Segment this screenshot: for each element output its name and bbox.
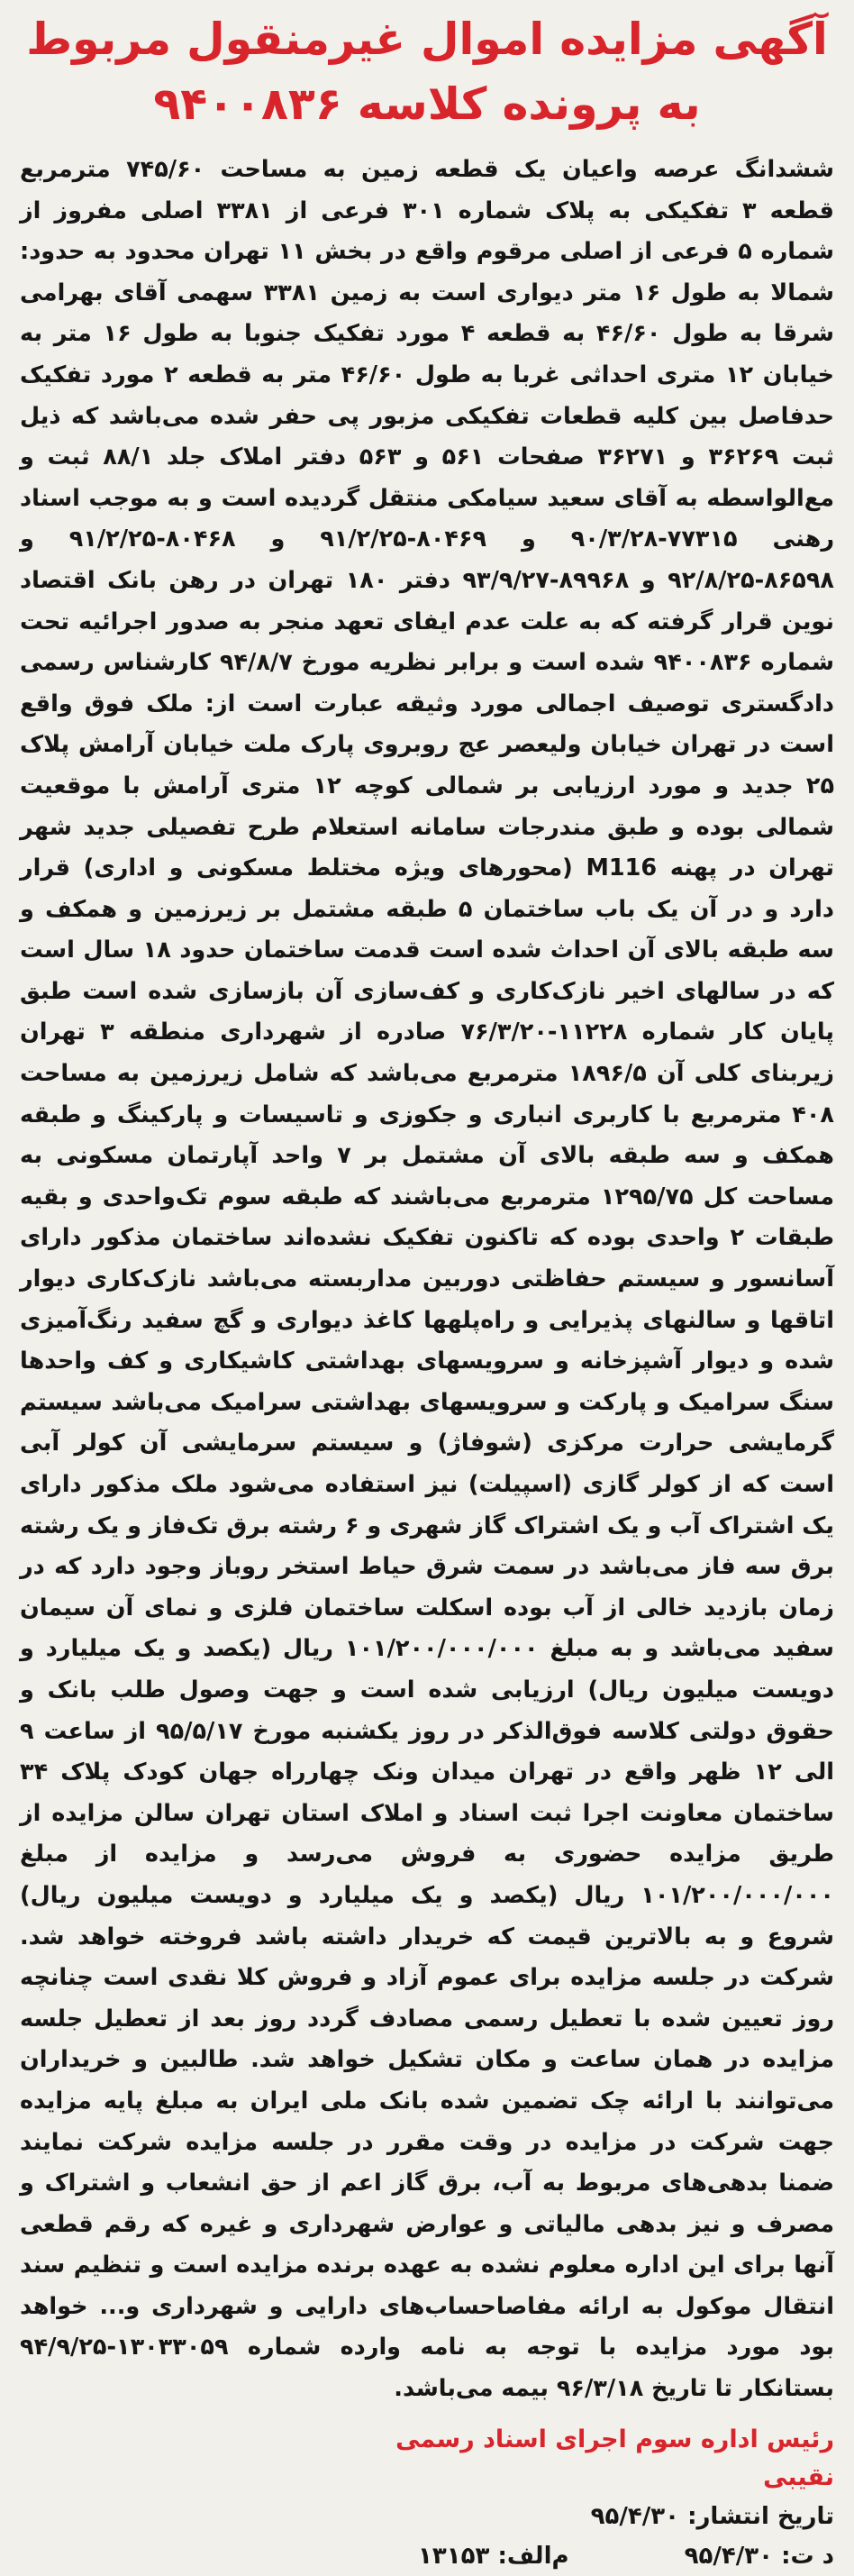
dc-date: د ت: ۹۵/۴/۳۰ [684, 2542, 834, 2570]
author-code: م‌الف: ۱۳۱۵۳ [418, 2542, 569, 2570]
notice-footer [20, 2421, 834, 2576]
notice-title-line-2: به پرونده کلاسه ۹۴۰۰۸۳۶ [153, 78, 701, 130]
notice-title [20, 7, 834, 137]
notice-title-line-1: آگهی مزایده اموال غیرمنقول مربوط [26, 14, 828, 65]
publish-date: تاریخ انتشار: ۹۵/۴/۳۰ [590, 2502, 834, 2530]
dc-row [20, 2536, 834, 2576]
notice-body: ششدانگ عرصه واعیان یک قطعه زمین به مساحت ۷۴۵/۶۰ مترمربع قطعه ۳ تفکیکی به پلاک شماره ۳۰۱ فرعی از ۳۳۸۱ اصلی مفروز از شماره ۵ فرعی از اصلی مرقوم واقع در بخش ۱۱ تهران محدود به حدود: شمالا به طول ۱۶ متر دیواری است به زمین ۳۳۸۱ سهمی آقای بهرامی شرقا به طول ۴۶/۶۰ به قطعه ۴ مورد تفکیک جنوبا به طول ۱۶ متر به خیابان ۱۲ متری احداثی غربا به طول ۴۶/۶۰ متر به قطعه ۲ مورد تفکیک حدفاصل بین کلیه قطعات تفکیکی مزبور پی حفر شده می‌باشد که ذیل ثبت ۳۶۲۶۹ و ۳۶۲۷۱ صفحات ۵۶۱ و ۵۶۳ دفتر املاک جلد ۸۸/۱ ثبت و مع‌الواسطه به آقای سعید سیامکی منتقل گردیده است و به موجب اسناد رهنی ۷۷۳۱۵-۹۰/۳/۲۸ و ۸۰۴۶۹-۹۱/۲/۲۵ و ۸۰۴۶۸-۹۱/۲/۲۵ و ۸۶۵۹۸-۹۲/۸/۲۵ و ۸۹۹۶۸-۹۳/۹/۲۷ دفتر ۱۸۰ تهران در رهن بانک اقتصاد نوین قرار گرفته که به علت عدم ایفای تعهد منجر به صدور اجرائیه تحت شماره ۹۴۰۰۸۳۶ شده است و برابر نظریه مورخ ۹۴/۸/۷ کارشناس رسمی دادگستری توصیف اجمالی مورد وثیقه عبارت است از: ملک فوق واقع است در تهران خیابان ولیعصر عج روبروی پارک ملت خیابان آرامش پلاک ۲۵ جدید و مورد ارزیابی بر شمالی کوچه ۱۲ متری آرامش با موقعیت شمالی بوده و طبق مندرجات سامانه استعلام طرح تفصیلی جدید شهر تهران در پهنه M116 (محورهای ویژه مختلط مسکونی و اداری) قرار دارد و در آن یک باب ساختمان ۵ طبقه مشتمل بر زیرزمین و همکف و سه طبقه بالای آن احداث شده است قدمت ساختمان حدود ۱۸ سال است که در سالهای اخیر نازک‌کاری و کف‌سازی آن بازسازی شده است طبق پایان کار شماره ۱۱۲۲۸-۷۶/۳/۲۰ صادره از شهرداری منطقه ۳ تهران زیربنای کلی آن ۱۸۹۶/۵ مترمربع می‌باشد که شامل زیرزمین به مساحت ۴۰۸ مترمربع با کاربری انباری و جکوزی و تاسیسات و پارکینگ و طبقه همکف و سه طبقه بالای آن مشتمل بر ۷ واحد آپارتمان مسکونی به مساحت کل ۱۲۹۵/۷۵ مترمربع می‌باشند که طبقه سوم تک‌واحدی و بقیه طبقات ۲ واحدی بوده که تاکنون تفکیک نشده‌اند ساختمان مذکور دارای آسانسور و سیستم حفاظتی دوربین مداربسته می‌باشد نازک‌کاری دیوار اتاقها و سالنهای پذیرایی و راه‌پلهها کاغذ دیواری و گچ سفید رنگ‌آمیزی شده و دیوار آشپزخانه و سرویسهای بهداشتی کاشیکاری و کف واحدها سنگ سرامیک و پارکت و سرویسهای بهداشتی سرامیک می‌باشد سیستم گرمایشی حرارت مرکزی (شوفاژ) و سیستم سرمایشی آن کولر آبی است که از کولر گازی (اسپیلت) نیز استفاده می‌شود ملک مذکور دارای یک اشتراک آب و یک اشتراک گاز شهری و ۶ رشته برق تک‌فاز و یک رشته برق سه فاز می‌باشد در سمت شرق حیاط استخر روباز وجود دارد که در زمان بازدید خالی از آب بوده اسکلت ساختمان فلزی و نمای آن سیمان سفید می‌باشد و به مبلغ ۱۰۱/۲۰۰/۰۰۰/۰۰۰ ریال (یکصد و یک میلیارد و دویست میلیون ریال) ارزیابی شده است و جهت وصول طلب بانک و حقوق دولتی کلاسه فوق‌الذکر در روز یکشنبه مورخ ۹۵/۵/۱۷ از ساعت ۹ الی ۱۲ ظهر واقع در تهران میدان ونک چهارراه جهان کودک پلاک ۳۴ ساختمان معاونت اجرا ثبت اسناد و املاک استان تهران سالن مزایده از طریق مزایده حضوری به فروش می‌رسد و مزایده از مبلغ ۱۰۱/۲۰۰/۰۰۰/۰۰۰ ریال (یکصد و یک میلیارد و دویست میلیون ریال) شروع و به بالاترین قیمت که خریدار داشته باشد فروخته خواهد شد. شرکت در جلسه مزایده برای عموم آزاد و فروش کلا نقدی است چنانچه روز تعیین شده با تعطیل رسمی مصادف گردد روز بعد از تعطیل جلسه مزایده در همان ساعت و مکان تشکیل خواهد شد. طالبین و خریداران می‌توانند با ارائه چک تضمین شده بانک ملی ایران به مبلغ پایه مزایده جهت شرکت در مزایده در وقت مقرر در جلسه مزایده شرکت نمایند ضمنا بدهی‌های مربوط به آب، برق گاز اعم از حق انشعاب و اشتراک و مصرف و نیز بدهی مالیاتی و عوارض شهرداری و غیره که رقم قطعی آنها برای این اداره معلوم نشده به عهده برنده مزایده است و تنظیم سند انتقال موکول به ارائه مفاصاحساب‌های دارایی و شهرداری و... خواهد بود مورد مزایده با توجه به نامه وارده شماره ۱۳۰۳۳۰۵۹-۹۴/۹/۲۵ بستانکار تا تاریخ ۹۶/۳/۱۸ بیمه می‌باشد. [20, 156, 835, 2403]
signature-title: رئیس اداره سوم اجرای اسناد رسمی [395, 2425, 834, 2453]
signature-name: نقیبی [763, 2462, 834, 2491]
